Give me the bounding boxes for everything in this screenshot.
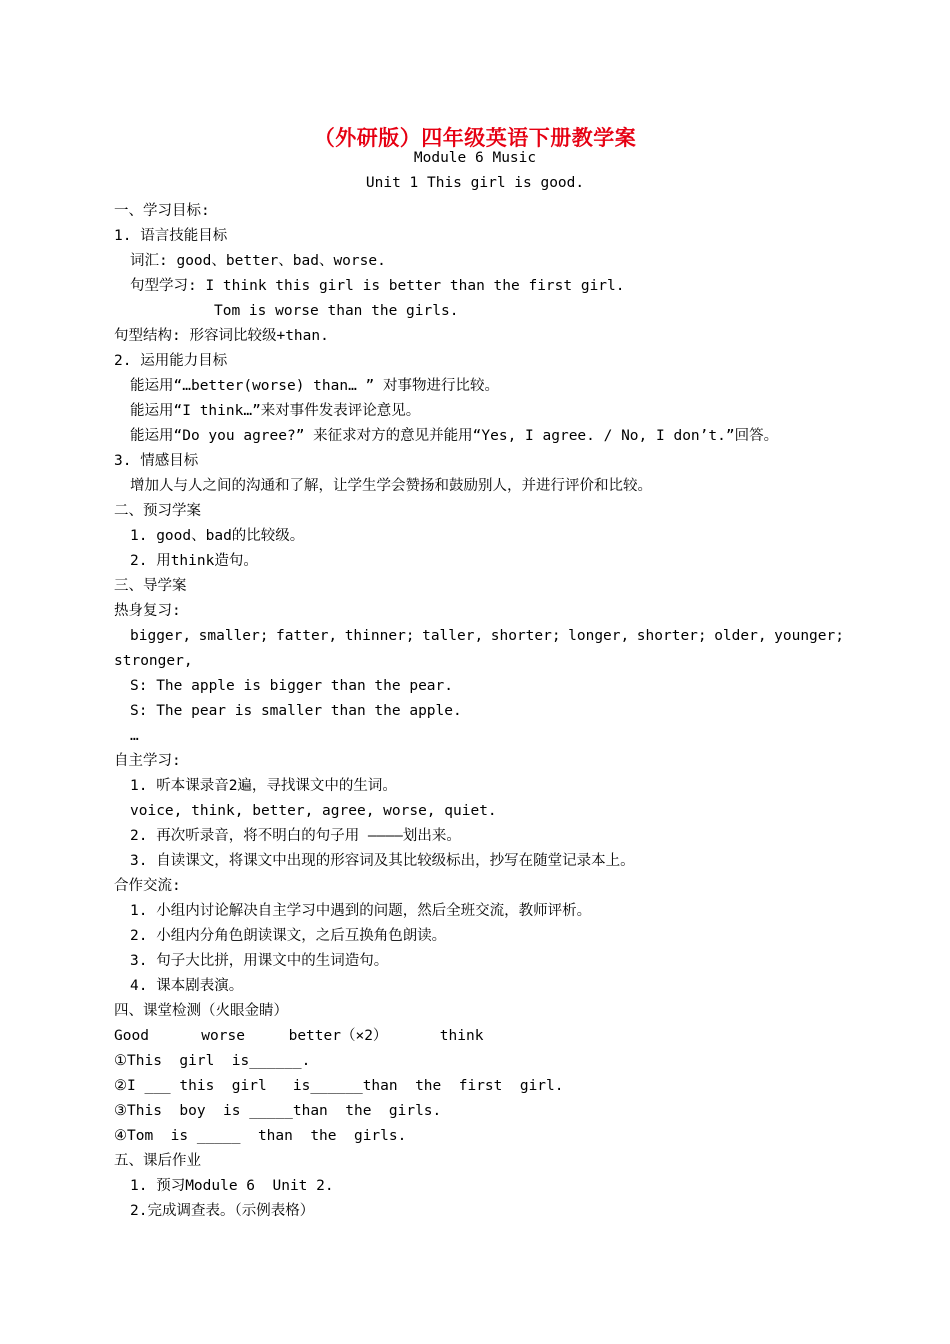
text-line: 三、导学案 [114,578,187,594]
text-line: 热身复习: [114,603,181,619]
text-line: 句型学习: I think this girl is better than the first girl. [130,278,625,294]
text-line: voice, think, better, agree, worse, quiet. [130,803,497,819]
text-line: 3. 情感目标 [114,453,199,469]
text-line: 二、预习学案 [114,503,201,519]
text-line [114,624,844,649]
text-line: … [130,728,139,744]
text-word: longer, [568,628,630,644]
text-line: 2. 小组内分角色朗读课文，之后互换角色朗读。 [130,928,447,944]
text-line: 能运用“Do you agree?” 来征求对方的意见并能用“Yes, I agree. / No, I don’t.”回答。 [130,428,779,444]
text-line: 1. 语言技能目标 [114,228,228,244]
text-line: 1. 小组内讨论解决自主学习中遇到的问题，然后全班交流，教师评析。 [130,903,592,919]
text-line: 五、课后作业 [114,1153,201,1169]
text-line: 3. 自读课文，将课文中出现的形容词及其比较级标出，抄写在随堂记录本上。 [130,853,635,869]
text-word: shorter; [636,628,707,644]
text-line: 句型结构: 形容词比较级+than. [114,328,329,344]
text-line: 4. 课本剧表演。 [130,978,244,994]
document-title: （外研版）四年级英语下册教学案 [313,126,637,150]
text-line: 2.完成调查表。（示例表格） [130,1203,315,1219]
text-line: S: The apple is bigger than the pear. [130,678,454,694]
text-line: 四、课堂检测（火眼金睛） [114,1003,288,1019]
text-line: 能运用“I think…”来对事件发表评论意见。 [130,403,421,419]
module-heading: Module 6 Music [413,150,537,166]
unit-heading: Unit 1 This girl is good. [365,175,585,191]
text-line: ④Tom is _____ than the girls. [114,1128,407,1144]
text-line: 词汇: good、better、bad、worse. [130,253,386,269]
text-line: 增加人与人之间的沟通和了解，让学生学会赞扬和鼓励别人，并进行评价和比较。 [130,478,652,494]
text-line: S: The pear is smaller than the apple. [130,703,462,719]
text-word: taller, [422,628,484,644]
text-word: younger; [774,628,844,644]
text-line: 2. 运用能力目标 [114,353,228,369]
text-line: 自主学习: [114,753,181,769]
text-line: 1. 预习Module 6 Unit 2. [130,1178,334,1194]
text-word: bigger, [130,628,192,644]
text-word: thinner; [344,628,415,644]
text-line: 2. 用think造句。 [130,553,258,569]
text-line: 1. good、bad的比较级。 [130,528,305,544]
text-line: 1. 听本课录音2遍，寻找课文中的生词。 [130,778,397,794]
document-body [114,199,844,1224]
text-line: ②I ___ this girl is______than the first girl. [114,1078,564,1094]
text-word: shorter; [490,628,561,644]
text-line: stronger, [114,653,193,669]
text-word: fatter, [276,628,338,644]
text-word: older, [714,628,767,644]
text-line: ①This girl is______. [114,1053,311,1069]
text-line: 一、学习目标: [114,203,210,219]
text-line: 合作交流: [114,878,181,894]
text-line: Good worse better（×2） think [114,1028,484,1044]
text-word: smaller; [198,628,269,644]
text-line: ③This boy is _____than the girls. [114,1103,442,1119]
text-line: 3. 句子大比拼，用课文中的生词造句。 [130,953,389,969]
text-line: 2. 再次听录音，将不明白的句子用 ————划出来。 [130,828,461,844]
text-line: Tom is worse than the girls. [214,303,459,319]
text-line: 能运用“…better(worse) than… ” 对事物进行比较。 [130,378,500,394]
